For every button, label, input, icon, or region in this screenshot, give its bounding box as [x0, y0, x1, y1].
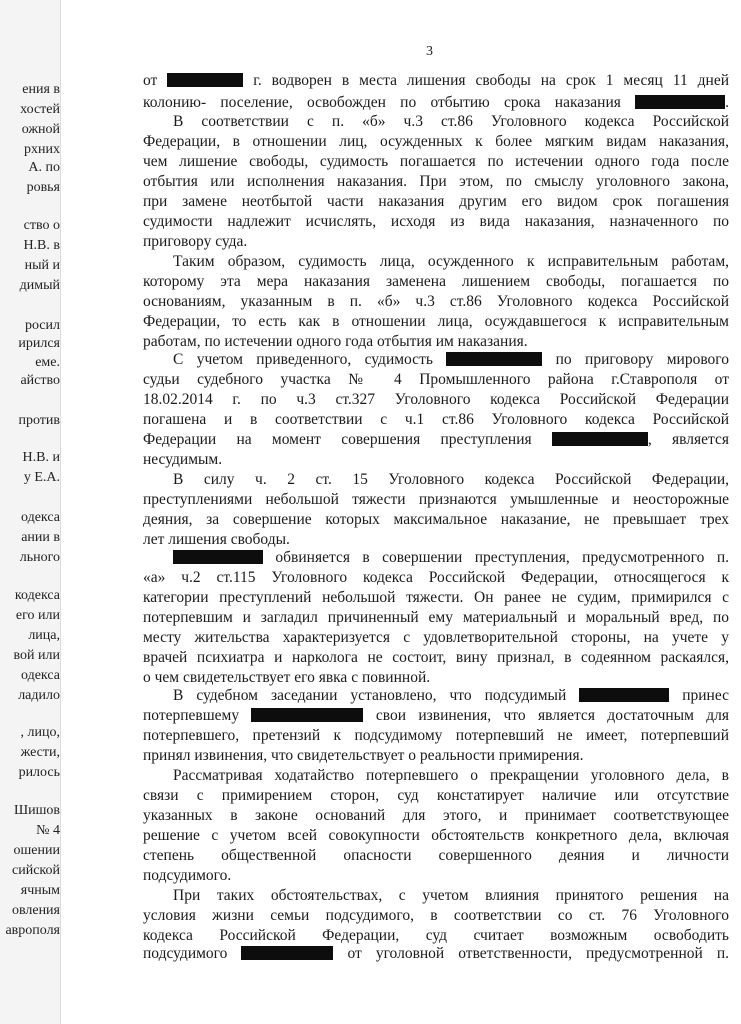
- margin-fragment: против: [18, 413, 60, 428]
- text-segment: При таких обстоятельствах, с учетом влияния принятого решения на: [173, 887, 729, 904]
- text-segment: принял извинения, что свидетельствует о реальности примирения.: [143, 747, 584, 764]
- text-segment: «а» ч.2 ст.115 Уголовного кодекса Российской Федерации, относящегося к: [143, 569, 729, 586]
- text-line: [143, 907, 729, 925]
- text-segment: лет лишения свободы.: [143, 531, 290, 548]
- margin-fragment: Н.В. и: [22, 450, 60, 465]
- margin-fragment: № 4: [36, 823, 60, 838]
- text-line: [143, 531, 729, 549]
- text-segment: решение с учетом всей совокупности обстоятельств конкретного дела, включая: [143, 827, 729, 844]
- margin-fragment: ровья: [26, 180, 60, 195]
- text-line: [143, 371, 729, 389]
- redacted-name-block: [167, 73, 243, 87]
- margin-fragment: Шишов: [13, 803, 60, 818]
- text-line: [143, 727, 729, 745]
- text-segment: преступлениями небольшой тяжести признаются умышленные и неосторожные: [143, 491, 729, 508]
- margin-fragment: ный и: [24, 258, 60, 273]
- margin-fragment: Н.В. в: [23, 238, 60, 253]
- redacted-name-block: [251, 708, 363, 722]
- redacted-name-block: [552, 432, 648, 446]
- text-segment: подсудимого: [143, 945, 242, 962]
- margin-fragment: ячным: [20, 883, 60, 898]
- text-line: [143, 511, 729, 529]
- text-line: [173, 471, 729, 489]
- page-number: 3: [426, 44, 433, 59]
- text-line: [143, 94, 729, 112]
- text-segment: отбытия или исполнения наказания. При этом, по смыслу уголовного закона,: [143, 173, 729, 190]
- text-line: [143, 411, 729, 429]
- text-line: [143, 589, 729, 607]
- text-segment: о чем свидетельствует его явка с повинной.: [143, 669, 431, 686]
- text-segment: от уголовной ответственности, предусмотренной п.: [333, 945, 729, 962]
- text-segment: месту жительства характеризуется с удовлетворительной стороны, на учете у: [143, 629, 729, 646]
- text-segment: С учетом приведенного, судимость: [173, 351, 447, 368]
- text-line: [143, 807, 729, 825]
- text-segment: 18.02.2014 г. по ч.3 ст.327 Уголовного кодекса Российской Федерации: [143, 391, 729, 408]
- text-segment: Таким образом, судимость лица, осужденного к исправительным работам,: [173, 253, 729, 270]
- text-segment: свои извинения, что является достаточным для: [363, 707, 729, 724]
- margin-fragment: рхних: [24, 142, 60, 157]
- text-segment: основаниям, указанным в п. «б» ч.3 ст.86 Уголовного кодекса Российской: [143, 293, 729, 310]
- text-line: [143, 867, 729, 885]
- margin-fragment: вой или: [13, 648, 60, 663]
- margin-fragment: димый: [19, 278, 60, 293]
- margin-fragment: его или: [15, 608, 60, 623]
- text-line: [143, 747, 729, 765]
- text-line: [143, 927, 729, 945]
- text-segment: Федерации на момент совершения преступления: [143, 431, 552, 448]
- redacted-name-block: [579, 688, 669, 702]
- text-line: [143, 233, 729, 251]
- text-segment: В силу ч. 2 ст. 15 Уголовного кодекса Российской Федерации,: [173, 471, 729, 488]
- text-segment: Федерации, в отношении лиц, осужденных к более мягким видам наказания,: [143, 133, 729, 150]
- margin-fragment: ошении: [13, 843, 60, 858]
- text-segment: условия жизни семьи подсудимого, в соответствии со ст. 76 Уголовного: [143, 907, 729, 924]
- margin-fragment: ения в: [22, 82, 60, 97]
- text-segment: при замене неотбытой части наказания другим его видом срок погашения: [143, 193, 729, 210]
- text-segment: потерпевшему: [143, 707, 252, 724]
- text-segment: категории преступлений небольшой тяжести. Он ранее не судим, примирился с: [143, 589, 729, 606]
- margin-fragment: ожной: [21, 122, 60, 137]
- margin-fragment: ирился: [18, 336, 60, 351]
- margin-fragment: хостей: [20, 102, 60, 117]
- text-segment: несудимым.: [143, 451, 223, 468]
- text-line: [143, 847, 729, 865]
- text-line: [143, 431, 729, 449]
- text-line: [143, 827, 729, 845]
- text-segment: В судебном заседании установлено, что подсудимый: [173, 687, 580, 704]
- text-line: [143, 669, 729, 687]
- margin-fragment: аврополя: [5, 923, 60, 938]
- text-segment: подсудимого.: [143, 867, 232, 884]
- margin-fragment: льного: [19, 550, 60, 565]
- text-line: [173, 767, 729, 785]
- margin-fragment: айство: [20, 373, 60, 388]
- text-segment: работам, по истечении одного года отбытия им наказания.: [143, 333, 528, 350]
- text-segment: потерпевшего, претензий к подсудимому потерпевший не имеет, потерпевший: [143, 727, 729, 744]
- text-line: [143, 293, 729, 311]
- margin-fragment: сийской: [12, 863, 60, 878]
- text-segment: обвиняется в совершении преступления, предусмотренного п.: [263, 549, 729, 566]
- text-line: [173, 253, 729, 271]
- margin-fragment: кодекса: [14, 588, 60, 603]
- redacted-name-block: [446, 352, 542, 366]
- margin-fragment: ство о: [23, 218, 60, 233]
- text-segment: кодекса Российской Федерации, суд считает возможным освободить: [143, 927, 729, 944]
- text-line: [143, 491, 729, 509]
- text-segment: степень общественной опасности совершенного деяния и личности: [143, 847, 729, 864]
- text-segment: указанных в законе оснований для этого, и принимает соответствующее: [143, 807, 729, 824]
- text-segment: от: [143, 72, 168, 89]
- text-segment: деяния, за совершение которых максимальное наказание, не превышает трех: [143, 511, 729, 528]
- text-line: [143, 629, 729, 647]
- text-line: [143, 313, 729, 331]
- text-line: [143, 72, 729, 90]
- text-segment: судимости надлежит исчислять, исходя из вида наказания, назначенного по: [143, 213, 729, 230]
- redacted-name-block: [241, 946, 333, 960]
- text-segment: , является: [647, 431, 729, 448]
- margin-fragment: одекса: [21, 668, 60, 683]
- redacted-name-block: [173, 550, 263, 564]
- margin-fragment: одекса: [21, 510, 60, 525]
- text-line: [143, 649, 729, 667]
- text-line: [173, 549, 729, 567]
- margin-fragment: , лицо,: [20, 725, 60, 740]
- text-segment: г. водворен в места лишения свободы на срок 1 месяц 11 дней: [243, 72, 729, 89]
- text-line: [143, 451, 729, 469]
- margin-fragment: лица,: [28, 628, 60, 643]
- text-segment: приговору суда.: [143, 233, 248, 250]
- text-line: [143, 173, 729, 191]
- text-segment: которому эта мера наказания заменена лишением свободы, погашается по: [143, 273, 729, 290]
- text-segment: врачей психиатра и нарколога не состоит, вину признал, в содеянном раскаялся,: [143, 649, 729, 666]
- text-segment: чем лишение свободы, судимость погашается по истечении одного года после: [143, 153, 729, 170]
- text-line: [143, 333, 729, 351]
- text-segment: потерпевшим и загладил причиненный ему материальный и моральный вред, по: [143, 609, 729, 626]
- margin-fragment: жести,: [20, 745, 60, 760]
- text-segment: погашена и в соответствии с ч.1 ст.86 Уголовного кодекса Российской: [143, 411, 729, 428]
- text-line: [143, 153, 729, 171]
- margin-fragment: росил: [24, 318, 60, 333]
- redacted-name-block: [635, 95, 725, 109]
- text-segment: принес: [669, 687, 730, 704]
- margin-fragment: овления: [11, 903, 60, 918]
- margin-fragment: еме.: [35, 355, 60, 370]
- text-line: [173, 887, 729, 905]
- text-segment: Рассматривая ходатайство потерпевшего о прекращении уголовного дела, в: [173, 767, 729, 784]
- margin-fragment: ании в: [21, 530, 60, 545]
- margin-fragment: рилось: [18, 765, 60, 780]
- text-segment: связи с примирением сторон, суд констатирует наличие или отсутствие: [143, 787, 729, 804]
- text-segment: В соответствии с п. «б» ч.3 ст.86 Уголовного кодекса Российской: [173, 113, 729, 130]
- text-line: [173, 351, 729, 369]
- text-line: [173, 687, 729, 705]
- text-line: [143, 213, 729, 231]
- margin-fragment: А. по: [28, 160, 60, 175]
- text-segment: судьи судебного участка № 4 Промышленного района г.Ставрополя от: [143, 371, 729, 388]
- text-line: [143, 391, 729, 409]
- text-segment: .: [725, 94, 729, 111]
- text-line: [143, 787, 729, 805]
- text-segment: колонию- поселение, освобожден по отбытию срока наказания: [143, 94, 636, 111]
- text-line: [143, 193, 729, 211]
- text-segment: Федерации, то есть как в отношении лица, осуждавшегося к исправительным: [143, 313, 729, 330]
- text-line: [143, 133, 729, 151]
- text-line: [173, 113, 729, 131]
- text-line: [143, 569, 729, 587]
- margin-fragment: у Е.А.: [23, 470, 60, 485]
- margin-fragment: ладило: [18, 688, 60, 703]
- text-line: [143, 945, 729, 963]
- text-segment: по приговору мирового: [542, 351, 730, 368]
- text-line: [143, 707, 729, 725]
- text-line: [143, 273, 729, 291]
- text-line: [143, 609, 729, 627]
